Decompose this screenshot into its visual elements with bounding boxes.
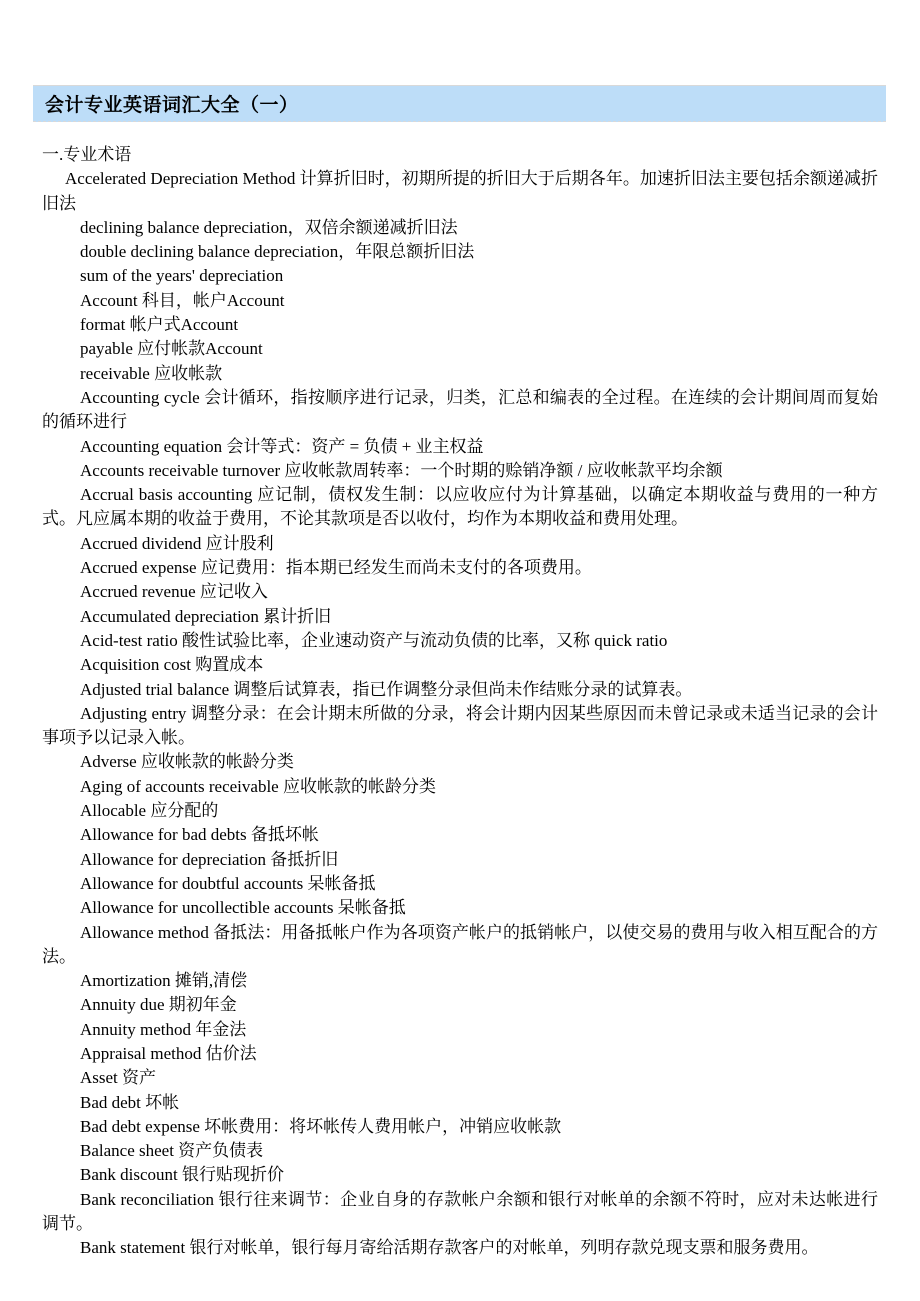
glossary-entry: Accrued dividend 应计股利 xyxy=(80,533,274,553)
glossary-entry: Accelerated Depreciation Method 计算折旧时，初期所提的折旧大于后期各年。加速折旧法主要包括余额递减折旧法 xyxy=(42,169,878,213)
glossary-entry: Balance sheet 资产负债表 xyxy=(80,1141,264,1161)
glossary-entry: Accrual basis accounting 应记制，债权发生制：以应收应付为计算基础，以确定本期收益与费用的一种方式。凡应属本期的收益于费用，不论其款项是否以收付，均作为本期收益和费用处理。 xyxy=(42,485,878,529)
glossary-entry: Acquisition cost 购置成本 xyxy=(80,655,264,675)
glossary-entry: Adjusting entry 调整分录：在会计期末所做的分录，将会计期内因某些原因而未曾记录或未适当记录的会计事项予以记录入帐。 xyxy=(42,703,878,748)
glossary-entry: Accumulated depreciation 累计折旧 xyxy=(80,606,332,626)
glossary-entry: sum of the years' depreciation xyxy=(80,266,284,286)
glossary-content xyxy=(42,143,878,1261)
glossary-entry: Adverse 应收帐款的帐龄分类 xyxy=(80,752,294,772)
glossary-entry: Accounts receivable turnover 应收帐款周转率：一个时期的赊销净额 / 应收帐款平均余额 xyxy=(80,460,723,480)
glossary-entry: Bad debt 坏帐 xyxy=(80,1092,180,1112)
glossary-entry: declining balance depreciation，双倍余额递减折旧法 xyxy=(80,217,458,237)
glossary-entry: Allocable 应分配的 xyxy=(80,801,219,821)
glossary-entry: Aging of accounts receivable 应收帐款的帐龄分类 xyxy=(80,776,436,796)
glossary-entry: Allowance for uncollectible accounts 呆帐备抵 xyxy=(80,898,406,918)
glossary-entry: format 帐户式Account xyxy=(80,315,239,335)
glossary-entry: Accounting cycle 会计循环，指按顺序进行记录，归类，汇总和编表的全过程。在连续的会计期间周而复始的循环进行 xyxy=(42,387,878,432)
page-title: 会计专业英语词汇大全（一） xyxy=(45,95,299,116)
glossary-entry: Adjusted trial balance 调整后试算表，指已作调整分录但尚未作结账分录的试算表。 xyxy=(80,679,693,699)
glossary-entry: Accrued expense 应记费用：指本期已经发生而尚未支付的各项费用。 xyxy=(80,558,592,578)
glossary-entry: Account 科目，帐户Account xyxy=(80,290,285,310)
glossary-entry: Allowance method 备抵法：用备抵帐户作为各项资产帐户的抵销帐户，以使交易的费用与收入相互配合的方法。 xyxy=(42,922,878,966)
glossary-entry: Accrued revenue 应记收入 xyxy=(80,582,268,602)
glossary-entry: Asset 资产 xyxy=(80,1068,157,1088)
glossary-entry: Bank statement 银行对帐单，银行每月寄给活期存款客户的对帐单，列明存款兑现支票和服务费用。 xyxy=(80,1238,819,1258)
glossary-entry: Allowance for depreciation 备抵折旧 xyxy=(80,849,339,869)
glossary-entry: Accounting equation 会计等式：资产 = 负债 + 业主权益 xyxy=(80,436,484,456)
glossary-entry: double declining balance depreciation，年限总额折旧法 xyxy=(80,242,475,262)
glossary-entry: Bad debt expense 坏帐费用：将坏帐传人费用帐户，冲销应收帐款 xyxy=(80,1116,562,1136)
glossary-entry: Bank reconciliation 银行往来调节：企业自身的存款帐户余额和银行对帐单的余额不符时，应对未达帐进行调节。 xyxy=(42,1189,878,1234)
section-heading: 一.专业术语 xyxy=(42,145,132,164)
document-title-bar xyxy=(33,85,886,122)
glossary-entry: Bank discount 银行贴现折价 xyxy=(80,1165,284,1185)
glossary-entry: payable 应付帐款Account xyxy=(80,339,263,359)
glossary-entry: Amortization 摊销,清偿 xyxy=(80,971,248,991)
glossary-entry: Allowance for doubtful accounts 呆帐备抵 xyxy=(80,873,376,893)
glossary-entry: Annuity due 期初年金 xyxy=(80,995,237,1015)
glossary-entry: Acid-test ratio 酸性试验比率，企业速动资产与流动负债的比率，又称 quick ratio xyxy=(80,630,668,650)
glossary-entry: Appraisal method 估价法 xyxy=(80,1043,257,1063)
glossary-entry: Allowance for bad debts 备抵坏帐 xyxy=(80,825,319,845)
glossary-entry: receivable 应收帐款 xyxy=(80,363,223,383)
glossary-entry: Annuity method 年金法 xyxy=(80,1019,247,1039)
